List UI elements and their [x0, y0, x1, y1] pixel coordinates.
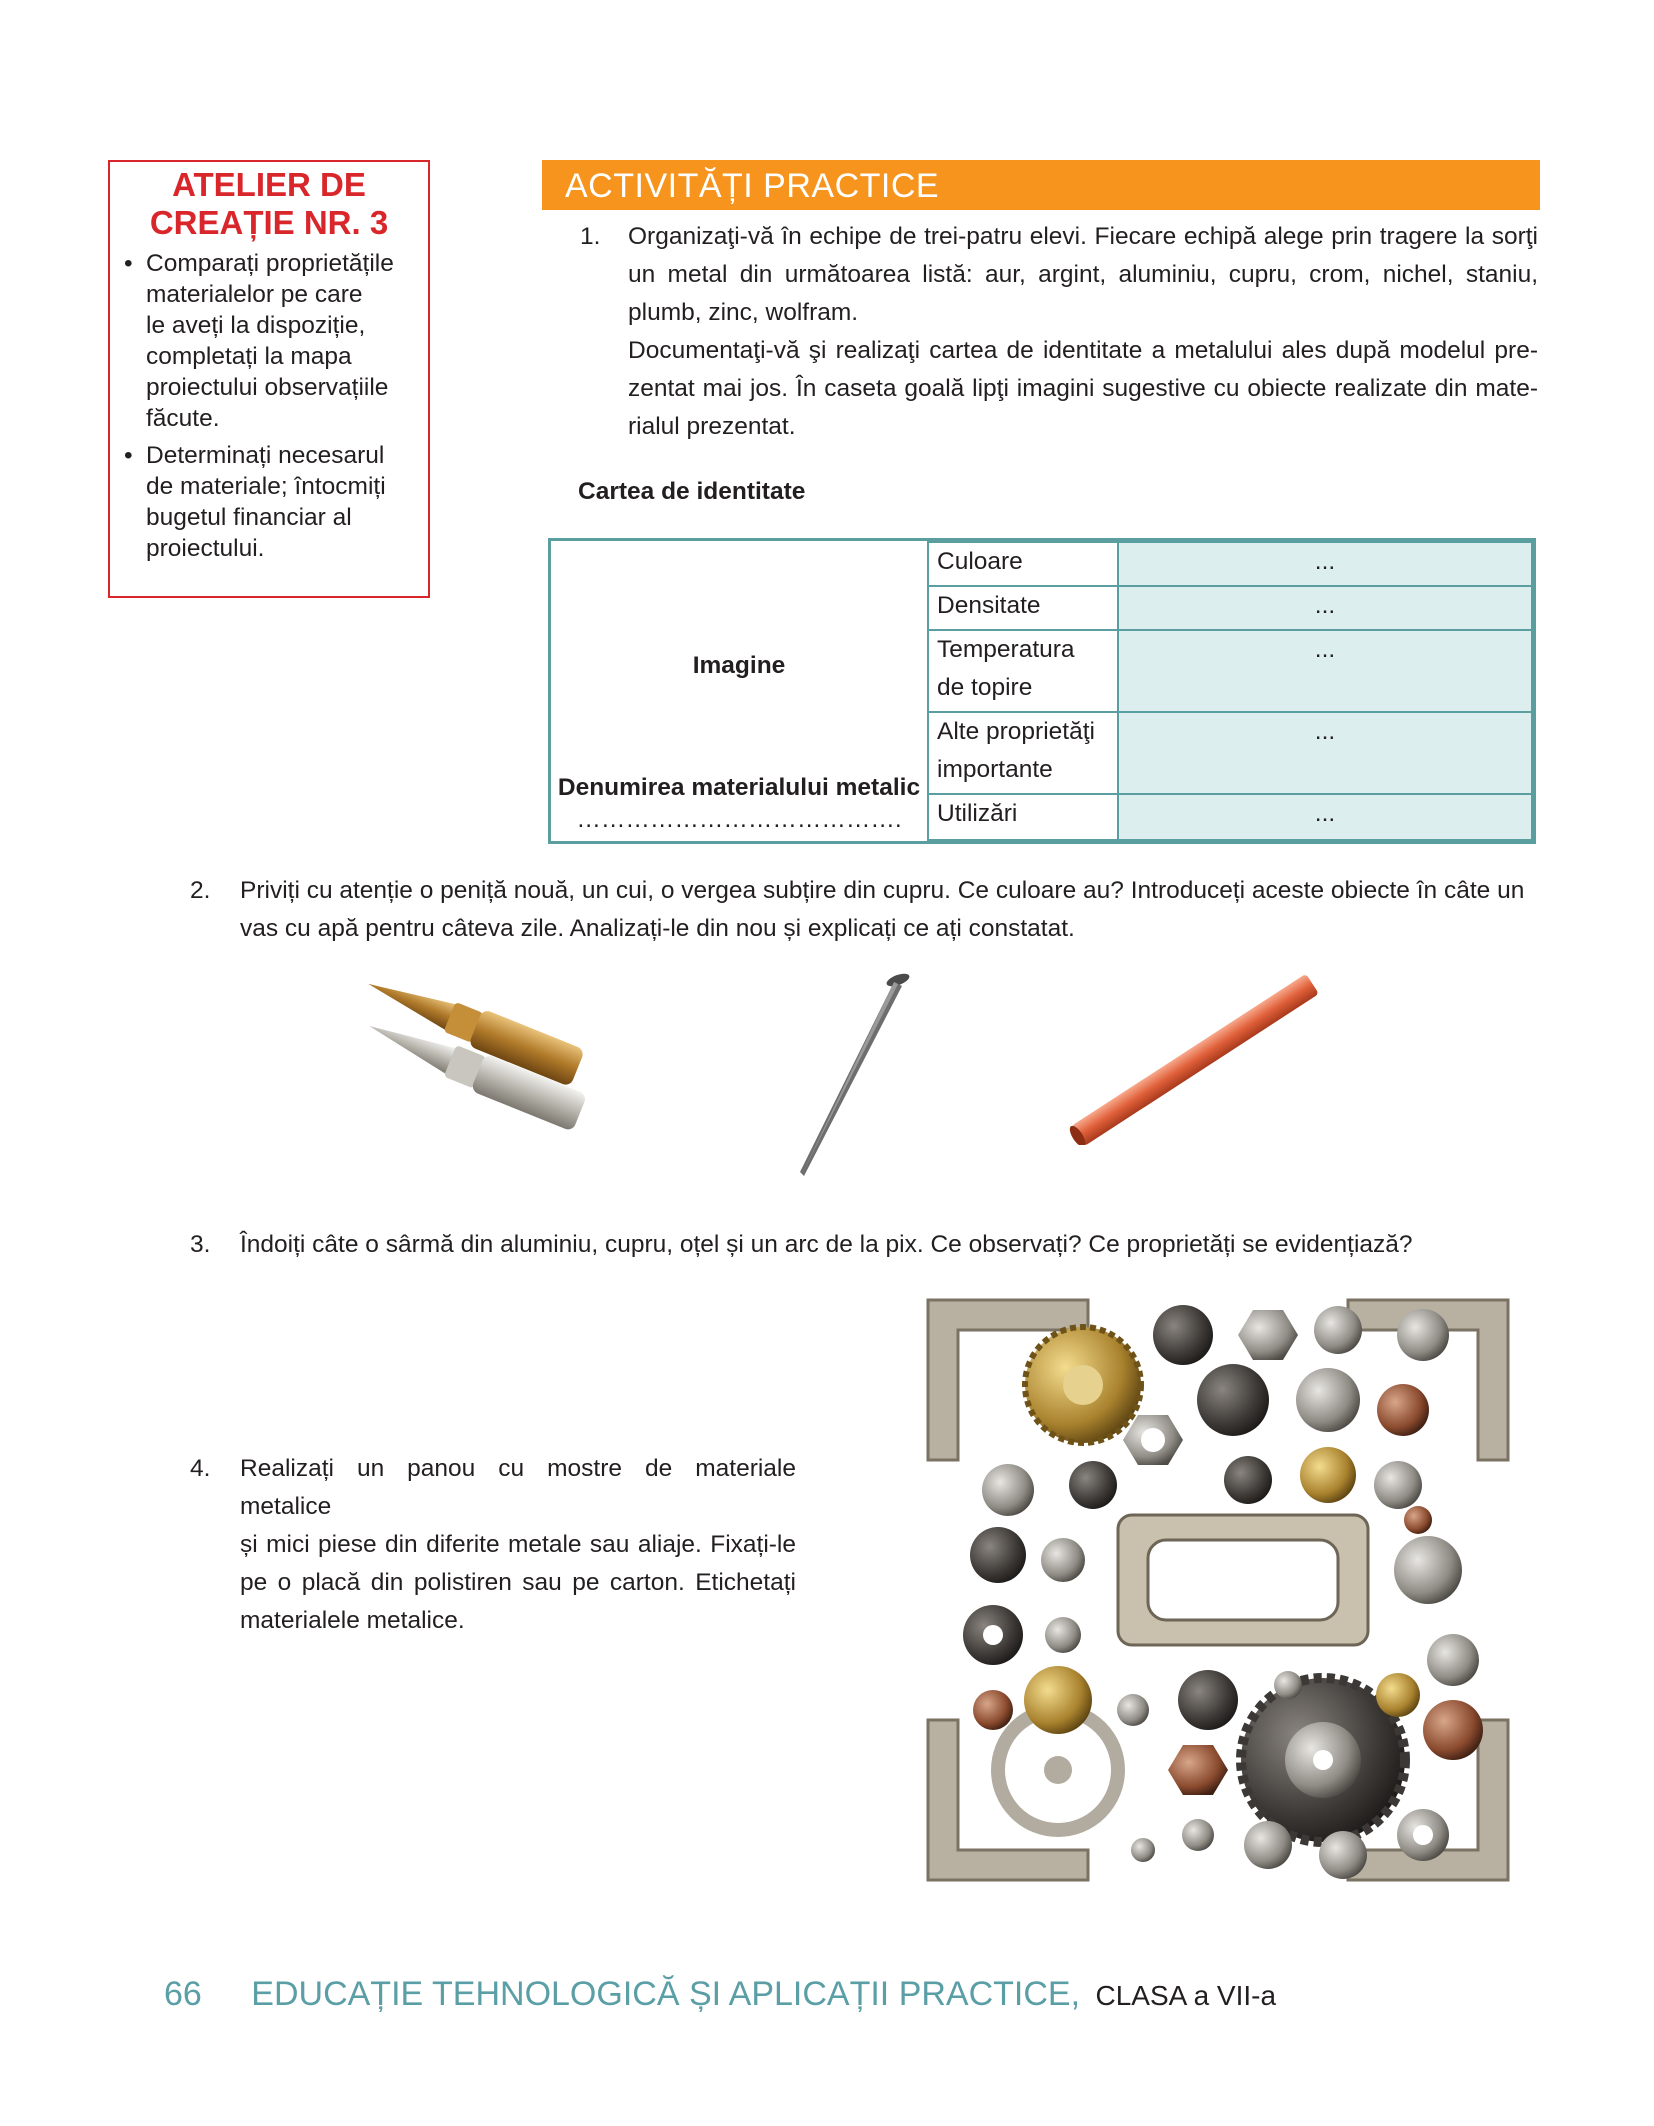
label-line: Alte proprietăţi [937, 718, 1095, 745]
task4-text [240, 1450, 796, 1640]
table-row-label [927, 629, 1119, 713]
task-number: 4. [190, 1455, 211, 1482]
text-line: și mici piese din diferite metale sau aliaje. Fixați-le [240, 1531, 796, 1558]
table-row-label: Culoare [927, 541, 1119, 587]
identity-card-table [548, 538, 1536, 844]
bullet-line: le aveți la dispoziție, [146, 312, 366, 339]
copper-rod-photo [1060, 975, 1330, 1145]
text-line: Organizaţi-vă în echipe de trei-patru elevi. Fiecare echipă alege prin tragere la sorţi [628, 223, 1538, 250]
bullet-line: completați la mapa [146, 343, 352, 370]
task1-text [628, 218, 1538, 446]
table-row-label [927, 711, 1119, 795]
section-title: ACTIVITĂȚI PRACTICE [565, 167, 940, 205]
table-row-label: Utilizări [927, 793, 1119, 841]
bullet-line: făcute. [146, 405, 220, 432]
task2-text [240, 872, 1540, 948]
bullet-line: bugetul financiar al [146, 504, 352, 531]
nail-photo [790, 968, 930, 1188]
class-label: CLASA a VII-a [1095, 1980, 1277, 2011]
text-line: zentat mai jos. În caseta goală lipţi imagini sugestive cu obiecte realizate din mate- [628, 375, 1538, 402]
text-line: plumb, zinc, wolfram. [628, 299, 859, 326]
label-line: importante [937, 756, 1053, 783]
atelier-box [108, 160, 430, 598]
bullet-line: proiectului. [146, 535, 265, 562]
label-line: Temperatura [937, 636, 1075, 663]
bullet-line: de materiale; întocmiți [146, 473, 386, 500]
text-line: vas cu apă pentru câteva zile. Analizați-le din nou și explicați ce ați constatat. [240, 915, 1075, 942]
table-row-value: ... [1117, 541, 1533, 587]
bullet-line: • Determinați necesarul [146, 442, 385, 469]
label-line: de topire [937, 674, 1033, 701]
metal-parts-panel-photo [918, 1290, 1518, 1890]
text-line: rialul prezentat. [628, 413, 796, 440]
book-title: EDUCAȚIE TEHNOLOGICĂ ȘI APLICAȚII PRACTICE, [251, 1975, 1081, 2013]
text-line: Realizați un panou cu mostre de materiale metalice [240, 1455, 796, 1520]
image-placeholder-cell [551, 541, 927, 841]
pen-nibs-photo [340, 975, 600, 1155]
text-line: Priviți cu atenție o peniță nouă, un cui, o vergea subțire din cupru. Ce culoare au? Introduceți aceste obiecte în câte un [240, 877, 1525, 904]
table-row-value: ... [1117, 711, 1533, 795]
atelier-bullet-list [110, 248, 428, 564]
task3-text: Îndoiți câte o sârmă din aluminiu, cupru, oțel și un arc de la pix. Ce observați? Ce proprietăți se evidențiază? [240, 1231, 1413, 1258]
page-number: 66 [164, 1975, 202, 2013]
table-row-value: ... [1117, 629, 1533, 713]
atelier-bullet [122, 440, 420, 564]
text-line: un metal din următoarea listă: aur, argint, aluminiu, cupru, crom, nichel, staniu, [628, 261, 1538, 288]
atelier-title [110, 166, 428, 242]
text-line: Documentaţi-vă şi realizaţi cartea de identitate a metalului ales după modelul pre- [628, 337, 1538, 364]
atelier-title-line: ATELIER DE [172, 166, 366, 203]
bullet-line: proiectului observațiile [146, 374, 389, 401]
task-number: 2. [190, 877, 211, 904]
material-name-placeholder: …………………………………. [576, 806, 902, 833]
text-line: materialele metalice. [240, 1607, 465, 1634]
page-footer [164, 1972, 1276, 2018]
bullet-line: materialelor pe care [146, 281, 363, 308]
table-row-label: Densitate [927, 585, 1119, 631]
id-card-caption: Cartea de identitate [578, 478, 806, 505]
text-line: pe o placă din polistiren sau pe carton. Etichetați [240, 1569, 796, 1596]
task-number: 1. [580, 223, 601, 250]
atelier-title-line: CREAȚIE NR. 3 [149, 204, 389, 241]
task-number: 3. [190, 1231, 211, 1258]
atelier-bullet [122, 248, 420, 434]
table-row-value: ... [1117, 793, 1533, 841]
table-row-value: ... [1117, 585, 1533, 631]
bullet-line: • Comparați proprietățile [146, 250, 394, 277]
material-name-label: Denumirea materialului metalic [557, 774, 921, 801]
image-label: Imagine [692, 652, 786, 679]
